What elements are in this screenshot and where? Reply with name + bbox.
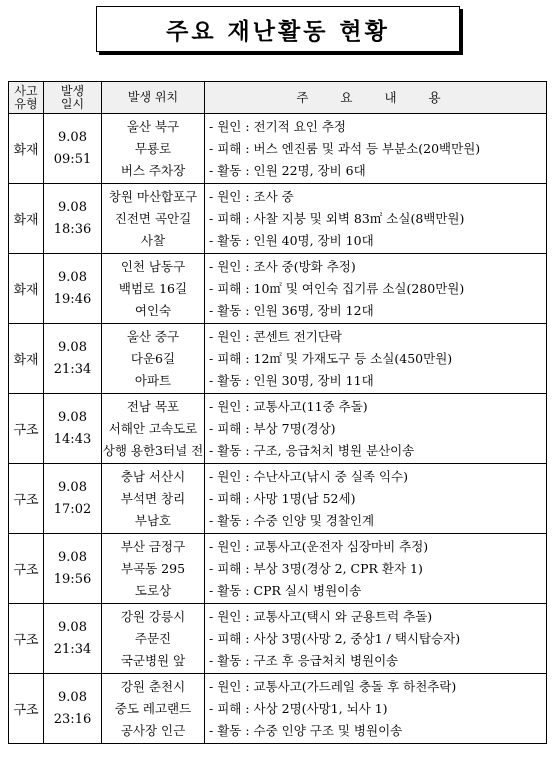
location-line: 서해안 고속도로 xyxy=(108,420,198,436)
header-detail: 주 요 내 용 xyxy=(205,82,547,114)
detail-line: - 피해 : 사망 1명(남 52세) xyxy=(209,490,356,506)
table-row xyxy=(9,254,547,324)
incident-details xyxy=(205,674,547,744)
detail-line: - 피해 : 부상 7명(경상) xyxy=(209,420,336,436)
location-line: 중도 레고랜드 xyxy=(114,700,192,716)
detail-line: - 원인 : 조사 중(방화 추정) xyxy=(209,258,356,274)
detail-line: - 활동 : 구조 후 응급처치 병원이송 xyxy=(209,652,399,668)
incident-location xyxy=(102,394,205,464)
incident-time: 18:36 xyxy=(53,221,92,237)
header-place: 발생 위치 xyxy=(102,82,205,114)
incident-location xyxy=(102,604,205,674)
incident-time: 23:16 xyxy=(53,711,92,727)
incident-date: 9.08 xyxy=(58,549,87,565)
location-line: 무룡로 xyxy=(134,140,172,156)
table-row xyxy=(9,604,547,674)
incident-details xyxy=(205,114,547,184)
incident-datetime xyxy=(44,184,102,254)
incident-location xyxy=(102,254,205,324)
incident-location xyxy=(102,674,205,744)
table-row xyxy=(9,674,547,744)
incident-date: 9.08 xyxy=(58,619,87,635)
incident-type: 화재 xyxy=(9,114,44,184)
incident-details xyxy=(205,184,547,254)
detail-line: - 피해 : 부상 3명(경상 2, CPR 환자 1) xyxy=(209,560,423,576)
detail-line: - 원인 : 전기적 요인 추정 xyxy=(209,118,346,134)
incident-date: 9.08 xyxy=(58,199,87,215)
table-row xyxy=(9,534,547,604)
detail-line: - 피해 : 사상 3명(사망 2, 중상1 / 택시탑승자) xyxy=(209,630,461,646)
detail-line: - 피해 : 12㎡ 및 가재도구 등 소실(450만원) xyxy=(209,350,453,366)
incident-datetime xyxy=(44,464,102,534)
location-line: 진전면 곡안길 xyxy=(114,210,192,226)
location-line: 사찰 xyxy=(140,232,166,248)
incident-date: 9.08 xyxy=(58,689,87,705)
location-line: 울산 중구 xyxy=(126,328,180,344)
incident-details xyxy=(205,394,547,464)
incident-location xyxy=(102,114,205,184)
location-line: 다운6길 xyxy=(130,350,176,366)
incident-type: 구조 xyxy=(9,394,44,464)
table-row xyxy=(9,394,547,464)
location-line: 국군병원 앞 xyxy=(120,652,186,668)
location-line: 강원 강릉시 xyxy=(120,608,186,624)
detail-line: - 원인 : 교통사고(택시 와 군용트럭 추돌) xyxy=(209,608,433,624)
incident-time: 14:43 xyxy=(53,431,92,447)
incident-datetime xyxy=(44,534,102,604)
incident-date: 9.08 xyxy=(58,269,87,285)
detail-line: - 원인 : 콘센트 전기단락 xyxy=(209,328,343,344)
incident-details xyxy=(205,464,547,534)
header-row xyxy=(9,82,547,114)
incident-datetime xyxy=(44,674,102,744)
detail-line: - 활동 : 수중 인양 및 경찰인계 xyxy=(209,512,375,528)
incident-type: 구조 xyxy=(9,674,44,744)
incident-datetime xyxy=(44,114,102,184)
location-line: 부남호 xyxy=(134,512,172,528)
page-title: 주요 재난활동 현황 xyxy=(96,6,460,52)
location-line: 버스 주차장 xyxy=(120,162,186,178)
detail-line: - 원인 : 수난사고(낚시 중 실족 익수) xyxy=(209,468,409,484)
table-row xyxy=(9,464,547,534)
location-line: 울산 북구 xyxy=(126,118,180,134)
incident-type: 구조 xyxy=(9,464,44,534)
incident-location xyxy=(102,534,205,604)
incident-type: 화재 xyxy=(9,184,44,254)
detail-line: - 피해 : 사찰 지붕 및 외벽 83㎡ 소실(8백만원) xyxy=(209,210,465,226)
incident-details xyxy=(205,324,547,394)
location-line: 여인숙 xyxy=(134,302,172,318)
table-row xyxy=(9,324,547,394)
incident-date: 9.08 xyxy=(58,129,87,145)
location-line: 도로상 xyxy=(134,582,172,598)
location-line: 충남 서산시 xyxy=(120,468,186,484)
location-line: 공사장 인근 xyxy=(120,722,186,738)
location-line: 창원 마산합포구 xyxy=(108,188,198,204)
incident-time: 09:51 xyxy=(53,151,92,167)
incident-details xyxy=(205,604,547,674)
location-line: 전남 목포 xyxy=(126,398,180,414)
incident-type: 구조 xyxy=(9,534,44,604)
detail-line: - 활동 : 인원 22명, 장비 6대 xyxy=(209,162,366,178)
detail-line: - 활동 : 인원 30명, 장비 11대 xyxy=(209,372,374,388)
incident-time: 19:56 xyxy=(53,571,92,587)
detail-line: - 활동 : 수중 인양 구조 및 병원이송 xyxy=(209,722,403,738)
incident-type: 구조 xyxy=(9,604,44,674)
incident-location xyxy=(102,464,205,534)
detail-line: - 피해 : 10㎡ 및 여인숙 집기류 소실(280만원) xyxy=(209,280,465,296)
incident-type: 화재 xyxy=(9,324,44,394)
detail-line: - 원인 : 교통사고(가드레일 충돌 후 하천추락) xyxy=(209,678,457,694)
location-line: 부석면 창리 xyxy=(120,490,186,506)
incident-time: 21:34 xyxy=(53,641,92,657)
incident-datetime xyxy=(44,604,102,674)
detail-line: - 피해 : 사상 2명(사망1, 뇌사 1) xyxy=(209,700,388,716)
incident-time: 21:34 xyxy=(53,361,92,377)
incident-datetime xyxy=(44,254,102,324)
incident-datetime xyxy=(44,394,102,464)
location-line: 백범로 16길 xyxy=(118,280,188,296)
detail-line: - 피해 : 버스 엔진룸 및 과석 등 부분소(20백만원) xyxy=(209,140,481,156)
location-line: 강원 춘천시 xyxy=(120,678,186,694)
incident-details xyxy=(205,534,547,604)
location-line: 부산 금정구 xyxy=(120,538,186,554)
detail-line: - 활동 : 인원 36명, 장비 12대 xyxy=(209,302,374,318)
location-line: 인천 남동구 xyxy=(120,258,186,274)
detail-line: - 활동 : CPR 실시 병원이송 xyxy=(209,582,362,598)
incident-location xyxy=(102,184,205,254)
location-line: 상행 용한3터널 전 xyxy=(102,442,204,458)
incident-date: 9.08 xyxy=(58,479,87,495)
header-date: 발생 일시 xyxy=(44,82,102,114)
detail-line: - 활동 : 구조, 응급처치 병원 분산이송 xyxy=(209,442,415,458)
detail-line: - 원인 : 교통사고(11중 추돌) xyxy=(209,398,368,414)
location-line: 부곡동 295 xyxy=(120,560,186,576)
incident-details xyxy=(205,254,547,324)
table-row xyxy=(9,114,547,184)
incident-datetime xyxy=(44,324,102,394)
location-line: 아파트 xyxy=(134,372,172,388)
header-type: 사고 유형 xyxy=(9,82,44,114)
location-line: 주문진 xyxy=(134,630,172,646)
detail-line: - 활동 : 인원 40명, 장비 10대 xyxy=(209,232,374,248)
incident-type: 화재 xyxy=(9,254,44,324)
table-row xyxy=(9,184,547,254)
incident-time: 17:02 xyxy=(53,501,92,517)
incident-date: 9.08 xyxy=(58,409,87,425)
incident-date: 9.08 xyxy=(58,339,87,355)
disaster-table xyxy=(8,81,547,744)
detail-line: - 원인 : 조사 중 xyxy=(209,188,294,204)
incident-location xyxy=(102,324,205,394)
incident-time: 19:46 xyxy=(53,291,92,307)
detail-line: - 원인 : 교통사고(운전자 심장마비 추정) xyxy=(209,538,429,554)
